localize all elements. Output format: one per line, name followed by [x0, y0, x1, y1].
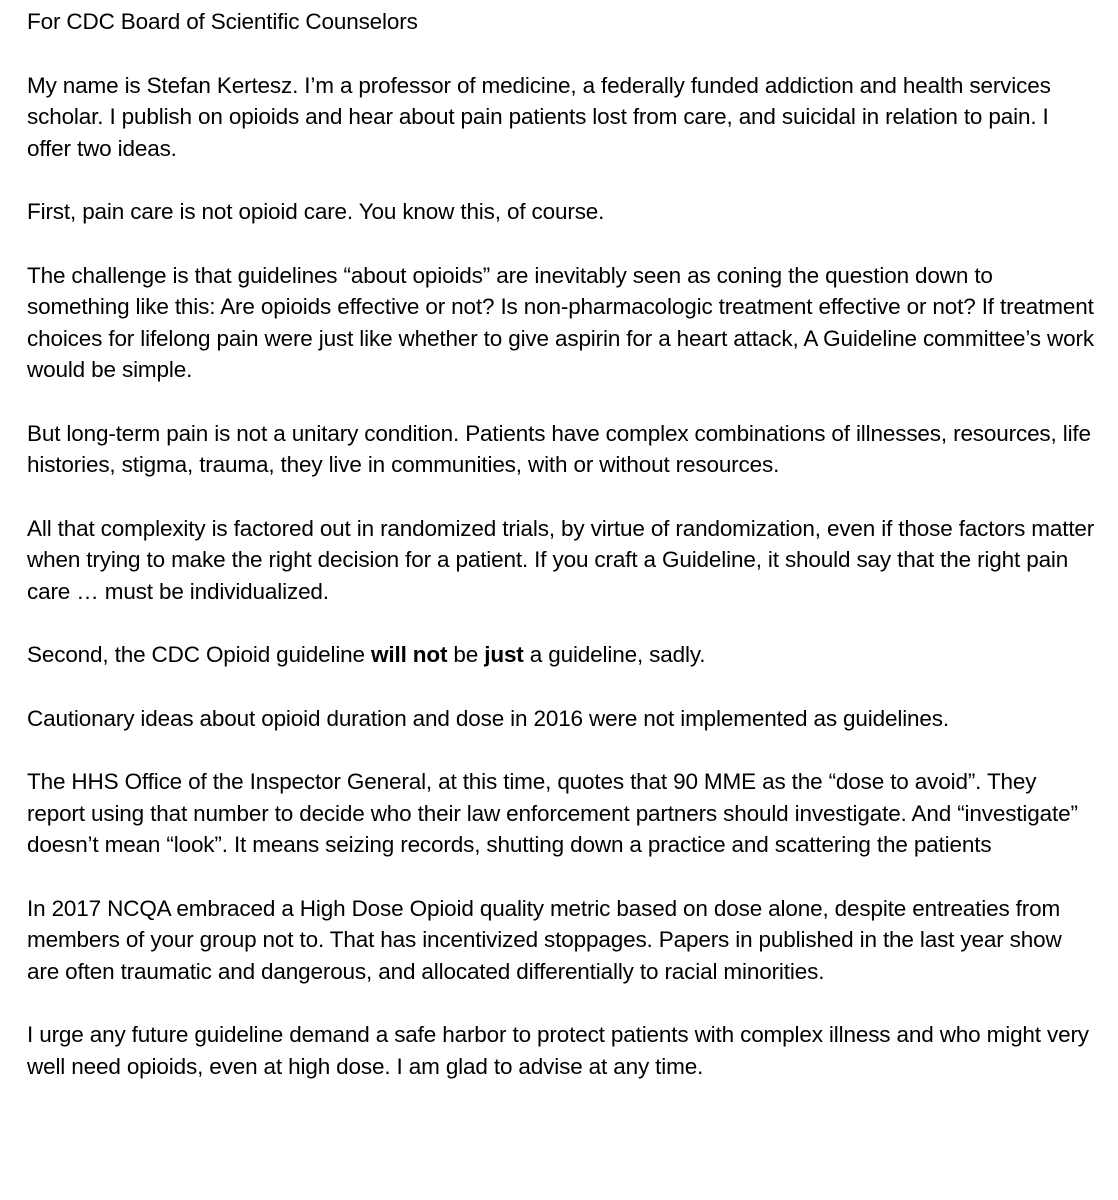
paragraph-hhs-oig: The HHS Office of the Inspector General, at this time, quotes that 90 MME as the “dose to avoid”. They report using that number to decide who their law enforcement partners should investigate. And “investigate” doesn’t mean “look”. It means seizing records, shutting down a practice and scattering the patients — [27, 769, 1078, 857]
emphasis-will-not: will not — [371, 642, 448, 667]
paragraph-cautionary-ideas: Cautionary ideas about opioid duration and dose in 2016 were not implemented as guidelines. — [27, 705, 949, 731]
paragraph-closing: I urge any future guideline demand a safe harbor to protect patients with complex illness and who might very well need opioids, even at high dose. I am glad to advise at any time. — [27, 1022, 1089, 1079]
document-body — [27, 6, 1097, 1114]
second-idea-text-3: a guideline, sadly. — [523, 642, 706, 667]
second-idea-text-1: Second, the CDC Opioid guideline — [27, 642, 372, 667]
document-heading: For CDC Board of Scientific Counselors — [27, 9, 418, 34]
paragraph-challenge: The challenge is that guidelines “about opioids” are inevitably seen as coning the question down to something like this: Are opioids effective or not? Is non-pharmacologic treatment effective or not? If treatment choices for lifelong pain were just like whether to give aspirin for a heart attack, A Guideline committee’s work would be simple. — [27, 262, 1094, 382]
second-idea-text-2: be — [447, 642, 485, 667]
paragraph-first-idea: First, pain care is not opioid care. You know this, of course. — [27, 199, 605, 224]
paragraph-complexity: All that complexity is factored out in randomized trials, by virtue of randomization, even if those factors matter when trying to make the right decision for a patient. If you craft a Guideline, it should say that the right pain care … must be individualized. — [27, 515, 1095, 604]
emphasis-just: just — [484, 642, 524, 667]
paragraph-long-term-pain: But long-term pain is not a unitary condition. Patients have complex combinations of illnesses, resources, life histories, stigma, trauma, they live in communities, with or without resources. — [27, 420, 1091, 477]
paragraph-introduction: My name is Stefan Kertesz. I’m a professor of medicine, a federally funded addiction and health services scholar. I publish on opioids and hear about pain patients lost from care, and suicidal in relation to pain. I offer two ideas. — [27, 72, 1051, 161]
paragraph-second-idea — [27, 639, 1097, 671]
paragraph-ncqa: In 2017 NCQA embraced a High Dose Opioid quality metric based on dose alone, despite entreaties from members of your group not to. That has incentivized stoppages. Papers in published in the last year show are often traumatic and dangerous, and allocated differentially to racial minorities. — [27, 895, 1062, 984]
